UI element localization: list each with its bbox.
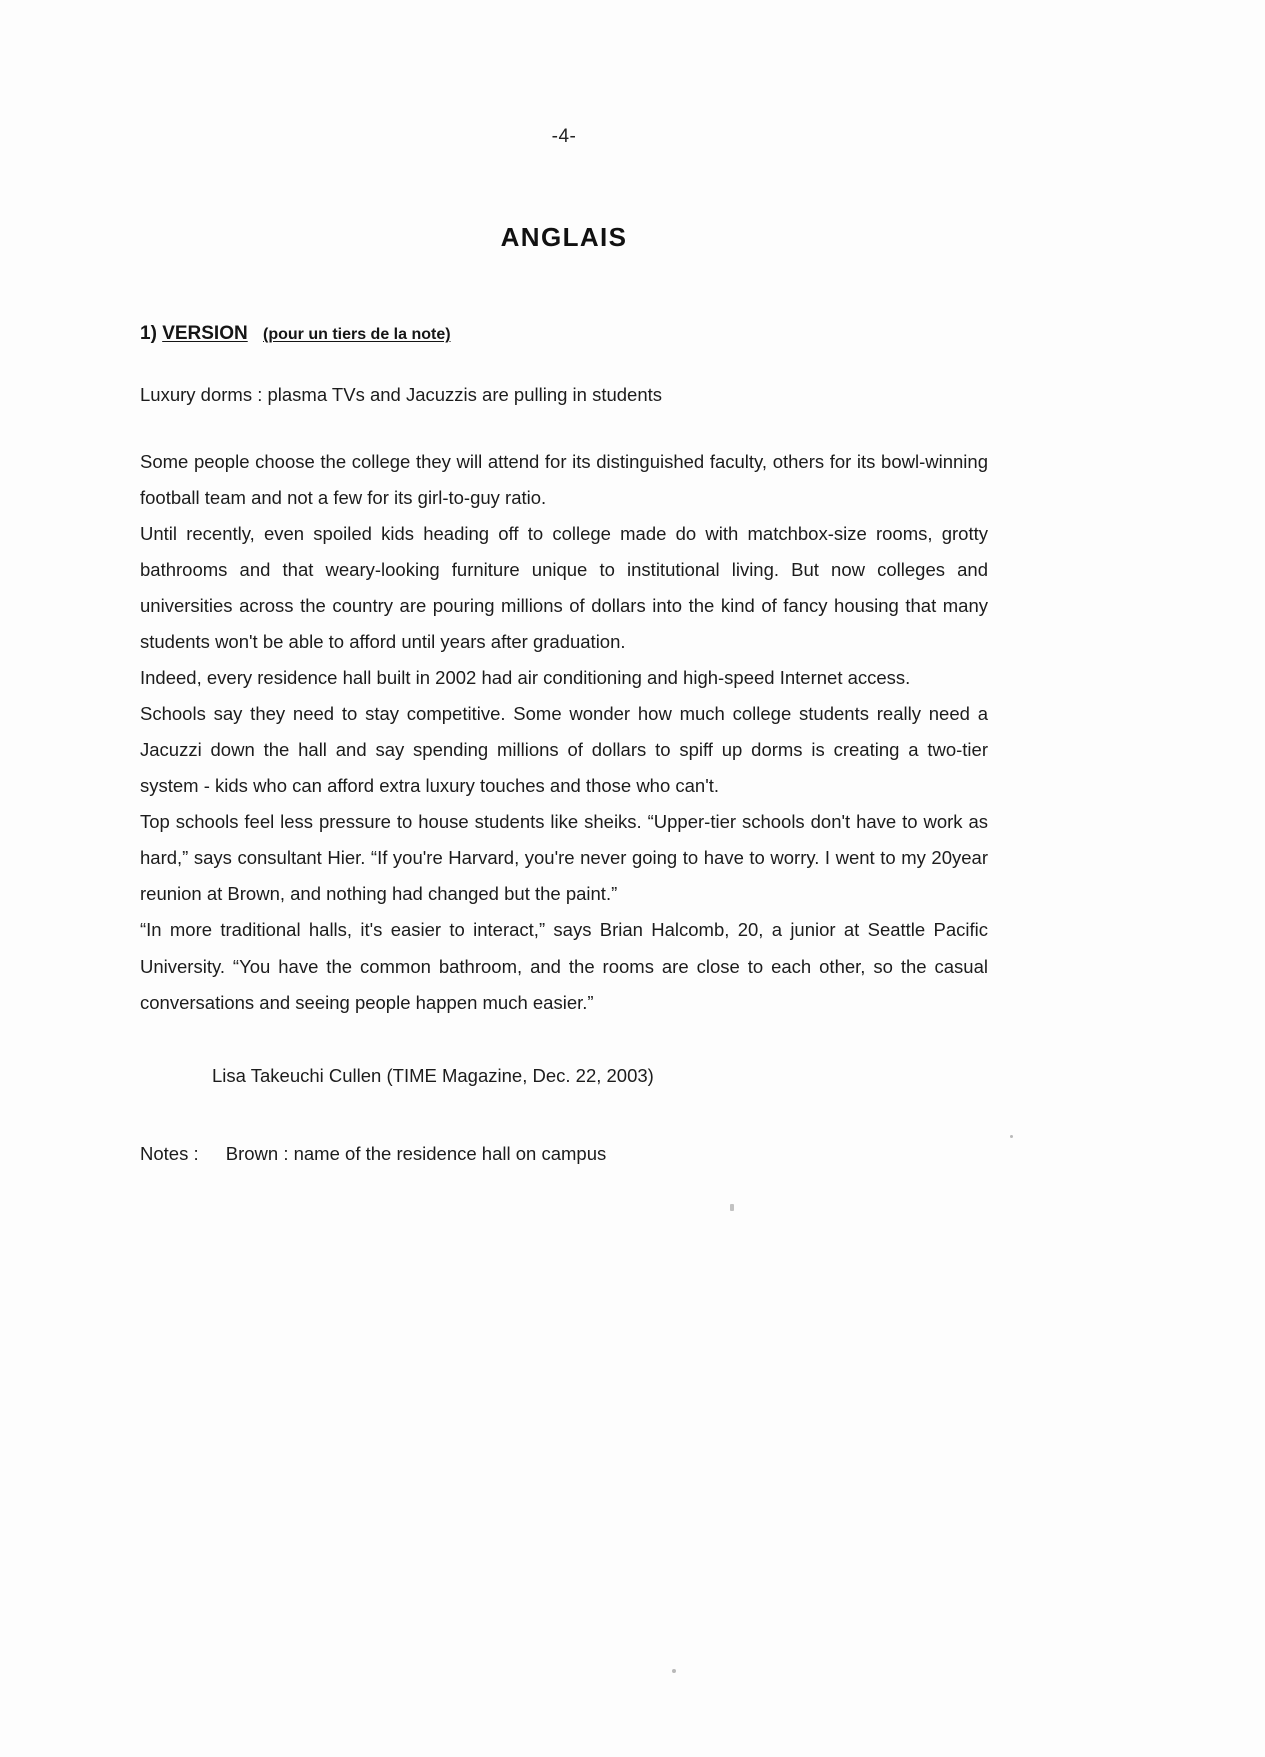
paragraph: Indeed, every residence hall built in 2002 had air conditioning and high-speed Internet access. [140, 667, 911, 689]
page-title: ANGLAIS [500, 222, 628, 252]
notes-label: Notes : [140, 1142, 199, 1164]
article-subtitle: Luxury dorms : plasma TVs and Jacuzzis are pulling in students [140, 384, 663, 405]
section-number: 1) [140, 323, 157, 344]
page-content [140, 126, 988, 1165]
paragraph: Top schools feel less pressure to house students like sheiks. “Upper-tier schools don't have to work as hard,” says consultant Hier. “If you're Harvard, you're never going to have to worry. I went to my 20year reunion at Brown, and nothing had changed but the paint.” [140, 811, 988, 905]
section-heading [140, 323, 988, 345]
paragraph: Some people choose the college they will attend for its distinguished faculty, others for its bowl-winning football team and not a few for its girl-to-guy ratio. [140, 450, 988, 508]
section-word: VERSION [162, 323, 248, 344]
article-credit: Lisa Takeuchi Cullen (TIME Magazine, Dec. 22, 2003) [212, 1064, 654, 1086]
section-parenthetical: (pour un tiers de la note) [263, 326, 451, 343]
notes-line [140, 1143, 988, 1165]
paragraph: Schools say they need to stay competitive. Some wonder how much college students really need a Jacuzzi down the hall and say spending millions of dollars to spiff up dorms is creating a two-tier system - kids who can afford extra luxury touches and those who can't. [140, 703, 988, 797]
scan-speck [1010, 1135, 1013, 1138]
page-number: -4- [551, 126, 577, 147]
paragraph: Until recently, even spoiled kids heading off to college made do with matchbox-size rooms, grotty bathrooms and that weary-looking furniture unique to institutional living. But now colleges and universities across the country are pouring millions of dollars into the kind of fancy housing that many students won't be able to afford until years after graduation. [140, 522, 988, 652]
notes-text: Brown : name of the residence hall on campus [225, 1142, 607, 1164]
scan-speck [730, 1204, 734, 1211]
paragraph: “In more traditional halls, it's easier to interact,” says Brian Halcomb, 20, a junior at Seattle Pacific University. “You have the common bathroom, and the rooms are close to each other, so the casual conversations and seeing people happen much easier.” [140, 919, 988, 1013]
scan-speck [672, 1669, 676, 1673]
